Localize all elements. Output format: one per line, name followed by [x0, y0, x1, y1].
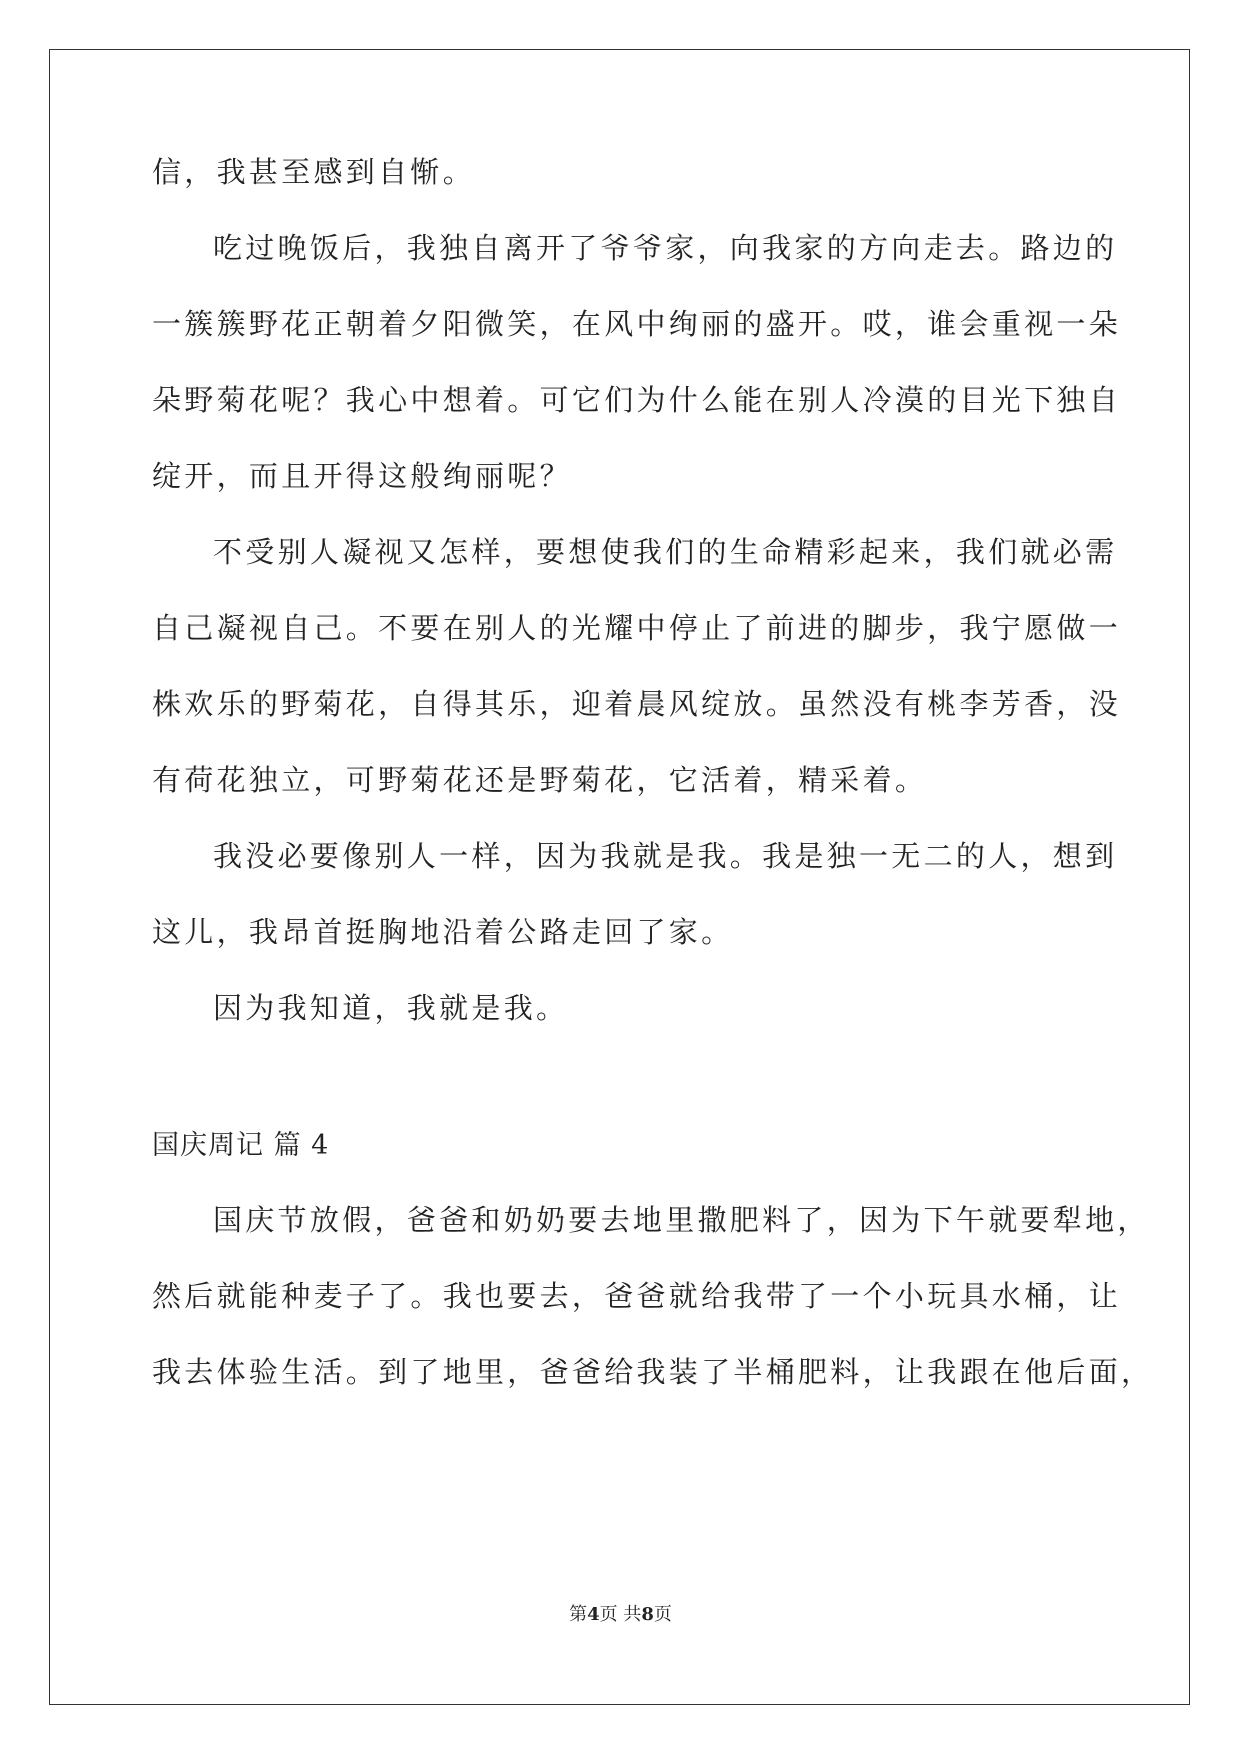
page-border [49, 49, 1190, 1705]
footer-prefix: 第 [569, 1604, 588, 1625]
total-page-number: 8 [641, 1604, 654, 1625]
text-line: 因为我知道，我就是我。 [213, 991, 569, 1025]
current-page-number: 4 [587, 1604, 600, 1625]
text-line: 朵野菊花呢？我心中想着。可它们为什么能在别人冷漠的目光下独自 [152, 383, 1122, 417]
footer-suffix: 页 [653, 1604, 672, 1625]
text-line: 这儿，我昂首挺胸地沿着公路走回了家。 [152, 915, 734, 949]
text-line: 吃过晚饭后，我独自离开了爷爷家，向我家的方向走去。路边的 [213, 231, 1118, 265]
text-line: 然后就能种麦子了。我也要去，爸爸就给我带了一个小玩具水桶，让 [152, 1279, 1122, 1313]
footer-mid: 页 共 [599, 1604, 642, 1625]
text-line: 国庆节放假，爸爸和奶奶要去地里撒肥料了，因为下午就要犁地， [213, 1203, 1150, 1237]
text-line: 我没必要像别人一样，因为我就是我。我是独一无二的人，想到 [213, 839, 1118, 873]
text-line: 我去体验生活。到了地里，爸爸给我装了半桶肥料，让我跟在他后面， [152, 1355, 1154, 1389]
section-heading: 国庆周记 篇 4 [152, 1130, 330, 1161]
text-line: 自己凝视自己。不要在别人的光耀中停止了前进的脚步，我宁愿做一 [152, 611, 1122, 645]
text-line: 株欢乐的野菊花，自得其乐，迎着晨风绽放。虽然没有桃李芳香，没 [152, 687, 1122, 721]
text-line: 一簇簇野花正朝着夕阳微笑，在风中绚丽的盛开。哎，谁会重视一朵 [152, 307, 1122, 341]
text-line: 绽开，而且开得这般绚丽呢？ [152, 459, 572, 493]
page-footer [0, 1600, 1241, 1626]
text-line: 有荷花独立，可野菊花还是野菊花，它活着，精采着。 [152, 763, 928, 797]
text-line: 不受别人凝视又怎样，要想使我们的生命精彩起来，我们就必需 [213, 535, 1118, 569]
text-line: 信，我甚至感到自惭。 [152, 155, 476, 189]
